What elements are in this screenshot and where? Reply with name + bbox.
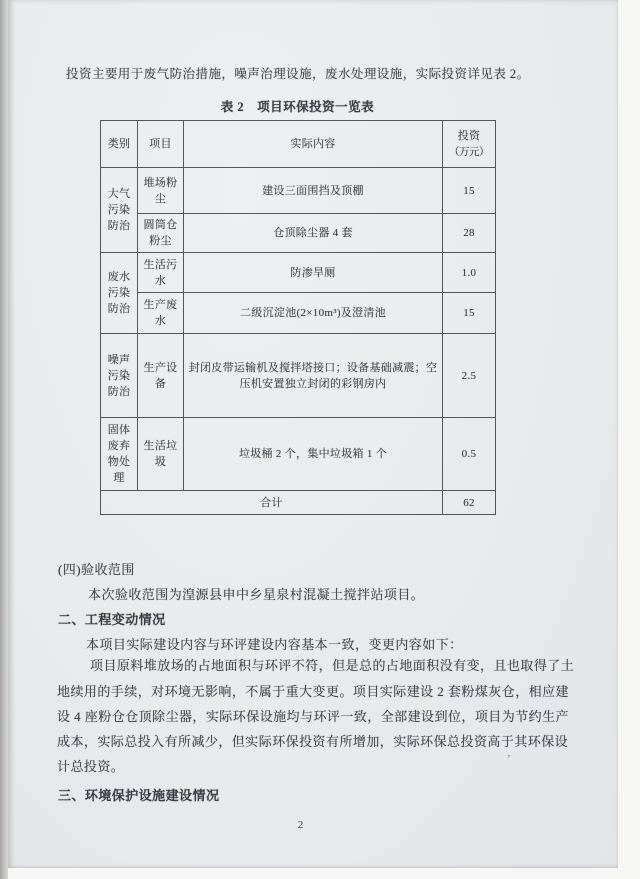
content-cell: 仓顶除尘器 4 套 bbox=[184, 214, 443, 253]
section-change-intro: 本项目实际建设内容与环评建设内容基本一致，变更内容如下： bbox=[86, 637, 463, 652]
header-category-cell: 类别 bbox=[101, 121, 138, 168]
investment-cell: 0.5 bbox=[443, 418, 496, 491]
header-item-cell: 项目 bbox=[138, 121, 184, 168]
category-cell-noise: 噪声污染防治 bbox=[101, 334, 138, 418]
total-label-cell: 合计 bbox=[101, 491, 443, 515]
table-row bbox=[101, 214, 496, 253]
header-investment-unit: （万元） bbox=[449, 147, 489, 158]
item-cell: 生活污水 bbox=[138, 253, 184, 293]
section-scope-text: 本次验收范围为湟源县申中乡星泉村混凝土搅拌站项目。 bbox=[88, 587, 425, 602]
investment-cell: 2.5 bbox=[443, 334, 496, 418]
investment-table bbox=[100, 120, 496, 515]
change-paragraph-line: 设 4 座粉仓仓顶除尘器，实际环保设施均与环评一致，全部建设到位，项目为节约生产 bbox=[57, 709, 570, 724]
change-paragraph-line: 项目原料堆放场的占地面积与环评不符，但是总的占地面积没有变，且也取得了土 bbox=[90, 658, 575, 673]
category-cell-air: 大气污染防治 bbox=[101, 168, 138, 253]
page-number: 2 bbox=[297, 819, 304, 831]
table-total-row bbox=[101, 491, 496, 515]
total-value-cell: 62 bbox=[443, 491, 496, 515]
content-cell: 建设三面围挡及顶棚 bbox=[184, 168, 443, 214]
header-investment-label: 投资 bbox=[457, 130, 481, 142]
table-row bbox=[101, 253, 496, 293]
content-cell: 垃圾桶 2 个，集中垃圾箱 1 个 bbox=[184, 418, 443, 491]
change-paragraph-line: 计总投资。 bbox=[57, 759, 125, 774]
content-cell: 封闭皮带运输机及搅拌塔接口；设备基础减震；空压机安置独立封闭的彩钢房内 bbox=[184, 334, 443, 418]
table-row bbox=[101, 168, 496, 214]
content-cell: 二级沉淀池(2×10m³)及澄清池 bbox=[184, 293, 443, 334]
section-scope-heading: (四)验收范围 bbox=[58, 562, 135, 577]
investment-cell: 15 bbox=[443, 293, 496, 334]
table-row bbox=[101, 293, 496, 334]
intro-paragraph: 投资主要用于废气防治措施，噪声治理设施，废水处理设施，实际投资详见表 2。 bbox=[66, 67, 530, 81]
header-content-cell: 实际内容 bbox=[184, 121, 443, 168]
table-row bbox=[101, 418, 496, 491]
item-cell: 生产设备 bbox=[138, 334, 184, 418]
content-cell: 防渗旱厕 bbox=[184, 253, 443, 293]
section-env-heading: 三、环境保护设施建设情况 bbox=[58, 788, 220, 803]
change-paragraph-line: 成本，实际总投入有所减少，但实际环保投资有所增加，实际环保总投资高于其环保设 bbox=[57, 734, 569, 749]
investment-cell: 15 bbox=[443, 168, 496, 214]
table-header-row bbox=[101, 121, 496, 168]
investment-cell: 1.0 bbox=[443, 253, 496, 293]
category-cell-wastewater: 废水污染防治 bbox=[101, 253, 138, 334]
section-change-heading: 二、工程变动情况 bbox=[58, 612, 166, 627]
document-page bbox=[8, 0, 618, 868]
category-cell-solid-waste: 固体废弃物处理 bbox=[101, 418, 138, 491]
item-cell: 堆场粉尘 bbox=[138, 168, 184, 214]
table-title: 表 2 项目环保投资一览表 bbox=[220, 100, 375, 114]
stray-mark: ’ bbox=[507, 753, 511, 765]
item-cell: 生活垃圾 bbox=[138, 418, 184, 491]
header-investment-cell bbox=[443, 121, 496, 168]
table-row bbox=[101, 334, 496, 418]
item-cell: 圆筒仓粉尘 bbox=[138, 214, 184, 253]
investment-cell: 28 bbox=[443, 214, 496, 253]
scan-left-edge bbox=[0, 0, 8, 879]
item-cell: 生产废水 bbox=[138, 293, 184, 334]
change-paragraph-line: 地续用的手续，对环境无影响，不属于重大变更。项目实际建设 2 套粉煤灰仓，相应建 bbox=[57, 684, 570, 699]
